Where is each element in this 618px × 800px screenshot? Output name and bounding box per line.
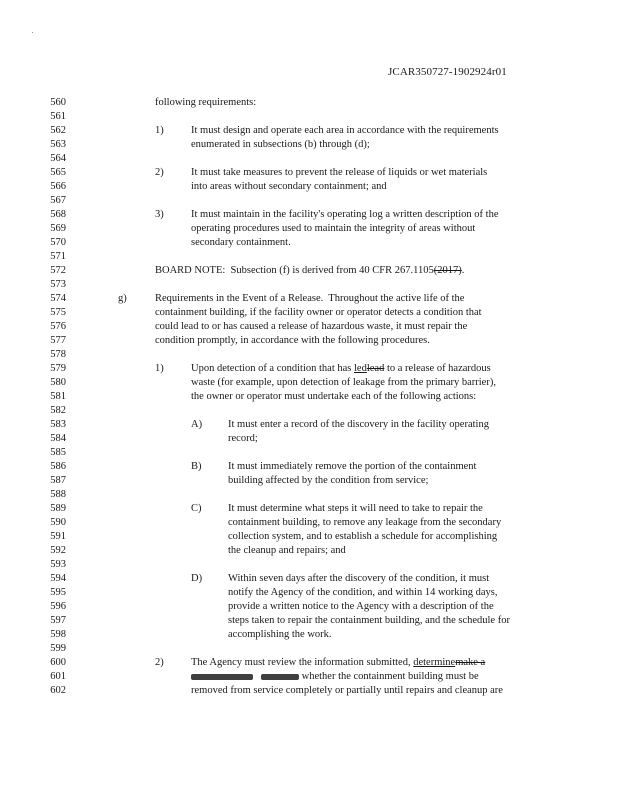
body-line: waste (for example, upon detection of leakage from the primary barrier), — [191, 377, 496, 388]
body-line: steps taken to repair the containment building, and the schedule for — [228, 615, 510, 626]
line-number: 581 — [50, 391, 66, 402]
body-line: enumerated in subsections (b) through (d); — [191, 139, 370, 150]
body-line: accomplishing the work. — [228, 629, 332, 640]
deleted-text: make a — [455, 657, 486, 668]
line-number: 583 — [50, 419, 66, 430]
body-line: containment building, if the facility owner or operator detects a condition that — [155, 307, 482, 318]
line-number: 577 — [50, 335, 66, 346]
deleted-text: (2017) — [433, 265, 462, 276]
line-number: 562 — [50, 125, 66, 136]
line-number: 569 — [50, 223, 66, 234]
list-label: g) — [118, 293, 127, 304]
body-line: the cleanup and repairs; and — [228, 545, 346, 556]
redaction-mark — [191, 674, 253, 680]
line-number: 579 — [50, 363, 66, 374]
body-line: into areas without secondary containment; and — [191, 181, 387, 192]
line-number: 585 — [50, 447, 66, 458]
board-note-text: BOARD NOTE: Subsection (f) is derived from 40 CFR 267.1105 — [155, 265, 434, 276]
deleted-text: lead — [366, 363, 385, 374]
line-number: 576 — [50, 321, 66, 332]
board-note — [155, 264, 464, 278]
list-label: 1) — [155, 363, 164, 374]
line-number: 602 — [50, 685, 66, 696]
board-note-end: . — [461, 265, 465, 276]
line-number: 591 — [50, 531, 66, 542]
line-number: 570 — [50, 237, 66, 248]
body-line — [191, 362, 491, 376]
line-number: 587 — [50, 475, 66, 486]
document-header-id: JCAR350727-1902924r01 — [388, 66, 507, 78]
body-line: notify the Agency of the condition, and within 14 working days, — [228, 587, 498, 598]
line-number: 588 — [50, 489, 66, 500]
body-line: It must design and operate each area in accordance with the requirements — [191, 125, 499, 136]
line-number: 590 — [50, 517, 66, 528]
line-number: 568 — [50, 209, 66, 220]
line-number: 592 — [50, 545, 66, 556]
inserted-text: led — [354, 363, 367, 374]
body-line — [191, 656, 485, 670]
line-number: 578 — [50, 349, 66, 360]
body-line: containment building, to remove any leakage from the secondary — [228, 517, 502, 528]
body-line: Requirements in the Event of a Release. Throughout the active life of the — [155, 293, 465, 304]
body-line: collection system, and to establish a schedule for accomplishing — [228, 531, 498, 542]
body-line: removed from service completely or partially until repairs and cleanup are — [191, 685, 503, 696]
line-number: 597 — [50, 615, 66, 626]
line-number: 561 — [50, 111, 66, 122]
line-number: 560 — [50, 97, 66, 108]
line-number: 600 — [50, 657, 66, 668]
line-number: 564 — [50, 153, 66, 164]
line-number: 584 — [50, 433, 66, 444]
body-line: following requirements: — [155, 97, 257, 108]
line-number: 575 — [50, 307, 66, 318]
line-number: 574 — [50, 293, 66, 304]
body-line: record; — [228, 433, 258, 444]
line-number: 582 — [50, 405, 66, 416]
list-label: 2) — [155, 657, 164, 668]
line-number: 573 — [50, 279, 66, 290]
list-label: 3) — [155, 209, 164, 220]
body-line: Within seven days after the discovery of the condition, it must — [228, 573, 490, 584]
body-line: It must take measures to prevent the release of liquids or wet materials — [191, 167, 488, 178]
list-label: 1) — [155, 125, 164, 136]
text-run: to a release of hazardous — [384, 363, 491, 374]
line-number: 599 — [50, 643, 66, 654]
body-line — [191, 670, 479, 684]
body-line: It must determine what steps it will need to take to repair the — [228, 503, 483, 514]
line-number: 598 — [50, 629, 66, 640]
line-number: 563 — [50, 139, 66, 150]
body-line: could lead to or has caused a release of hazardous waste, it must repair the — [155, 321, 468, 332]
text-run: whether the containment building must be — [299, 671, 479, 682]
list-label: D) — [191, 573, 203, 584]
body-line: It must immediately remove the portion of the containment — [228, 461, 477, 472]
line-number: 565 — [50, 167, 66, 178]
body-line: It must enter a record of the discovery in the facility operating — [228, 419, 489, 430]
line-number: 589 — [50, 503, 66, 514]
body-line: condition promptly, in accordance with the following procedures. — [155, 335, 430, 346]
body-line: provide a written notice to the Agency with a description of the — [228, 601, 494, 612]
body-line: building affected by the condition from service; — [228, 475, 429, 486]
line-number: 586 — [50, 461, 66, 472]
line-number: 595 — [50, 587, 66, 598]
text-run: The Agency must review the information submitted, — [191, 657, 414, 668]
list-label: B) — [191, 461, 202, 472]
line-number: 580 — [50, 377, 66, 388]
body-line: It must maintain in the facility's operating log a written description of the — [191, 209, 499, 220]
line-number: 594 — [50, 573, 66, 584]
text-run: Upon detection of a condition that has — [191, 363, 355, 374]
inserted-text: determine — [413, 657, 456, 668]
scan-speck — [32, 32, 33, 33]
line-number: 567 — [50, 195, 66, 206]
line-number: 596 — [50, 601, 66, 612]
body-line: operating procedures used to maintain the integrity of areas without — [191, 223, 476, 234]
body-line: the owner or operator must undertake each of the following actions: — [191, 391, 477, 402]
list-label: A) — [191, 419, 203, 430]
line-number: 593 — [50, 559, 66, 570]
body-line: secondary containment. — [191, 237, 291, 248]
list-label: 2) — [155, 167, 164, 178]
line-number: 572 — [50, 265, 66, 276]
list-label: C) — [191, 503, 202, 514]
redaction-mark — [261, 674, 299, 680]
line-number: 571 — [50, 251, 66, 262]
line-number: 566 — [50, 181, 66, 192]
line-number: 601 — [50, 671, 66, 682]
